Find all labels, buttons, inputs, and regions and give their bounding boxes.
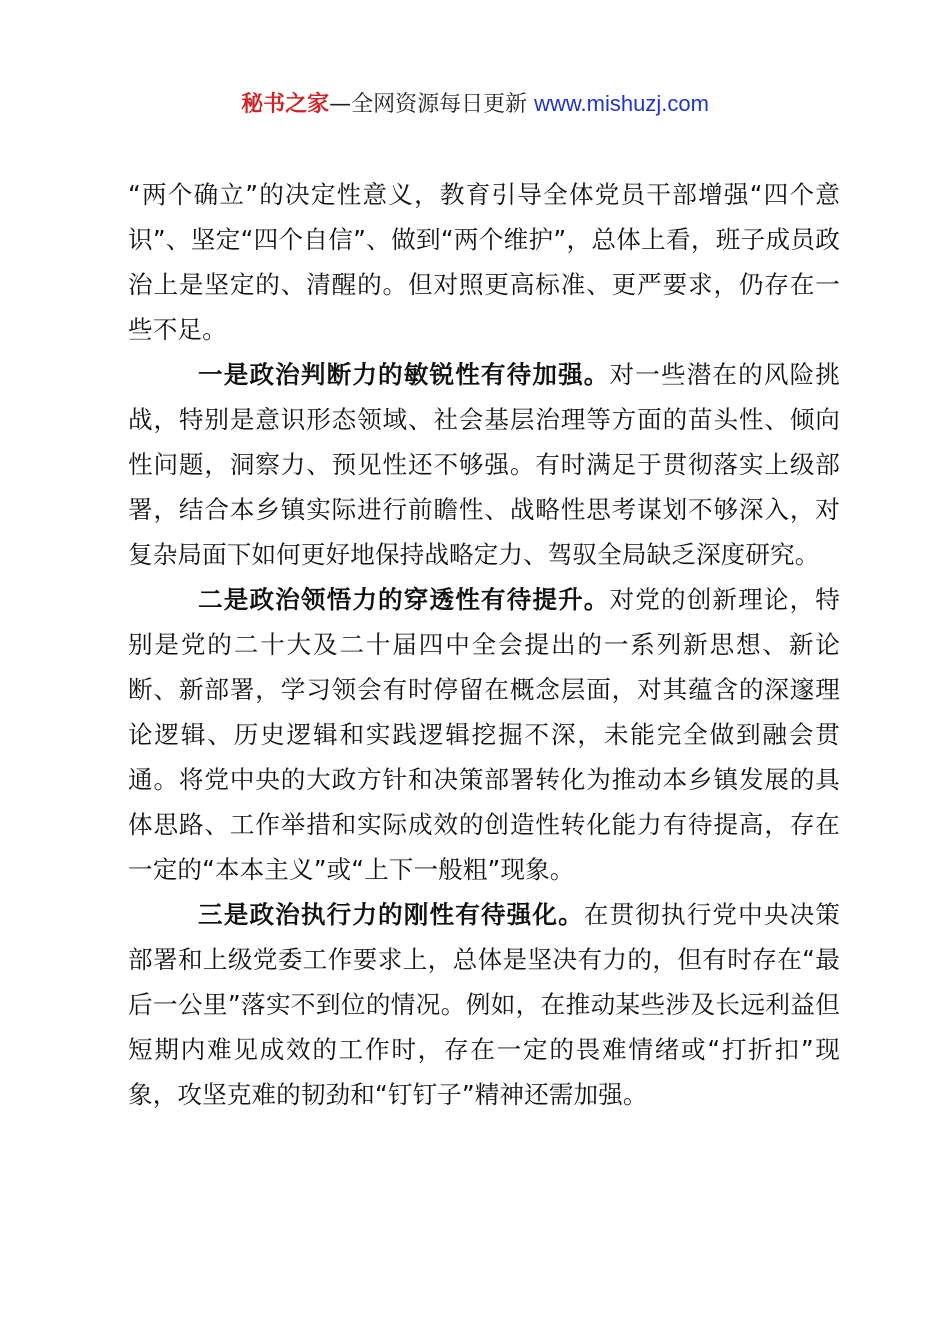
header-tagline: —全网资源每日更新	[329, 92, 535, 117]
brand-name: 秘书之家	[241, 92, 330, 117]
paragraph-text: 对一些潜在的风险挑战，特别是意识形态领域、社会基层治理等方面的苗头性、倾向性问题，洞察力、预见性还不够强。有时满足于贯彻落实上级部署，结合本乡镇实际进行前瞻性、战略性思考谋划不够深入，对复杂局面下如何更好地保持战略定力、驾驭全局缺乏深度研究。	[128, 360, 840, 569]
paragraph	[128, 577, 840, 892]
paragraph	[128, 892, 840, 1117]
page-header	[0, 86, 950, 123]
document-body	[128, 172, 840, 1117]
paragraph	[128, 172, 840, 352]
paragraph	[128, 352, 840, 577]
website-link[interactable]: www.mishuzj.com	[534, 91, 709, 116]
paragraph-heading: 三是政治执行力的刚性有待强化。	[198, 900, 584, 929]
paragraph-text: 在贯彻执行党中央决策部署和上级党委工作要求上，总体是坚决有力的，但有时存在“最后一公里”落实不到位的情况。例如，在推动某些涉及长远利益但短期内难见成效的工作时，存在一定的畏难情绪或“打折扣”现象，攻坚克难的韧劲和“钉钉子”精神还需加强。	[128, 900, 840, 1109]
paragraph-heading: 一是政治判断力的敏锐性有待加强。	[198, 360, 610, 389]
paragraph-text: 对党的创新理论，特别是党的二十大及二十届四中全会提出的一系列新思想、新论断、新部署，学习领会有时停留在概念层面，对其蕴含的深邃理论逻辑、历史逻辑和实践逻辑挖掘不深，未能完全做到融会贯通。将党中央的大政方针和决策部署转化为推动本乡镇发展的具体思路、工作举措和实际成效的创造性转化能力有待提高，存在一定的“本本主义”或“上下一般粗”现象。	[128, 585, 840, 884]
paragraph-text: “两个确立”的决定性意义，教育引导全体党员干部增强“四个意识”、坚定“四个自信”、做到“两个维护”，总体上看，班子成员政治上是坚定的、清醒的。但对照更高标准、更严要求，仍存在一些不足。	[128, 180, 840, 344]
paragraph-heading: 二是政治领悟力的穿透性有待提升。	[198, 585, 610, 614]
